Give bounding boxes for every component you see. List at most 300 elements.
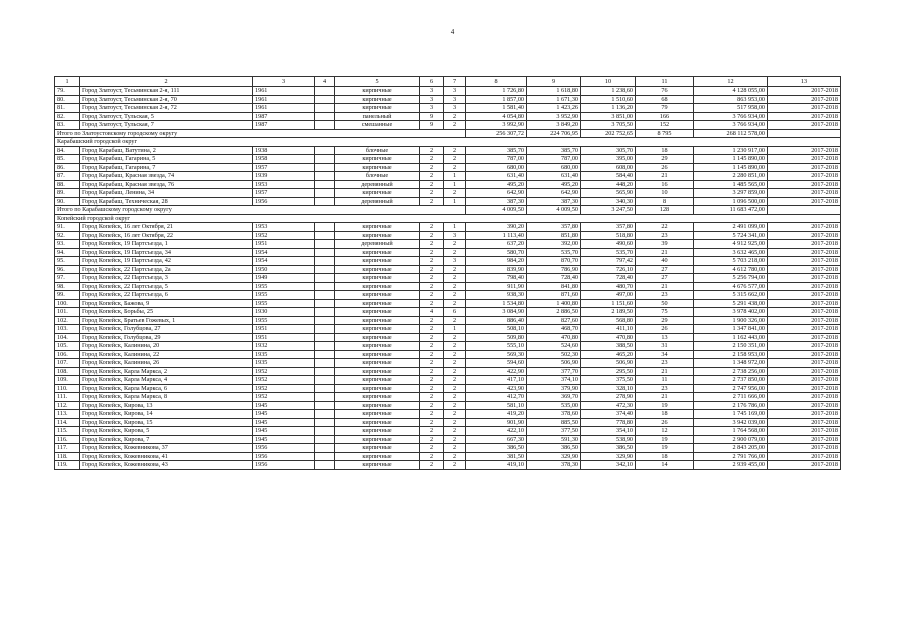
table-cell: кирпичные [335,223,420,232]
table-cell: 1961 [253,104,315,113]
table-cell: 726,10 [581,265,636,274]
table-cell: 111. [55,393,80,402]
table-cell: 91. [55,223,80,232]
table-cell: 2017-2018 [768,427,841,436]
table-cell: 680,00 [527,163,581,172]
table-cell: 1952 [253,393,315,402]
table-cell: 584,40 [581,172,636,181]
table-cell: 2 [444,427,466,436]
table-cell: 2017-2018 [768,393,841,402]
table-cell: 1987 [253,112,315,121]
table-cell: 110. [55,384,80,393]
column-number-cell: 1 [55,77,80,87]
table-cell: 3 978 402,00 [694,308,768,317]
table-row [55,146,841,155]
table-row [55,95,841,104]
table-cell: кирпичные [335,265,420,274]
table-cell: 2 [420,444,444,453]
table-cell [315,189,335,198]
table-cell: 354,10 [581,427,636,436]
table-cell [315,359,335,368]
table-cell: кирпичные [335,376,420,385]
table-cell: 1 162 443,00 [694,333,768,342]
table-cell: 3 [444,95,466,104]
table-cell: 2 [444,316,466,325]
table-cell: 5 703 218,00 [694,257,768,266]
table-cell: 2017-2018 [768,325,841,334]
table-cell: 101. [55,308,80,317]
table-cell: 798,40 [466,274,527,283]
table-cell: 108. [55,367,80,376]
table-row [55,350,841,359]
table-cell: 2 [420,325,444,334]
table-cell: 2 [420,146,444,155]
table-cell [315,393,335,402]
table-cell: 2 [444,282,466,291]
table-cell: 2017-2018 [768,410,841,419]
table-cell: 1956 [253,197,315,206]
table-cell: кирпичные [335,418,420,427]
table-cell: 1 151,60 [581,299,636,308]
table-cell: 2 [444,461,466,470]
table-cell: 1951 [253,333,315,342]
table-row [55,112,841,121]
table-cell: 90. [55,197,80,206]
table-cell: 2017-2018 [768,384,841,393]
table-cell: 395,00 [581,155,636,164]
table-cell: 517 958,00 [694,104,768,113]
table-cell: 80. [55,95,80,104]
table-cell: 21 [636,248,694,257]
table-cell: 109. [55,376,80,385]
table-cell: 114. [55,418,80,427]
table-cell: 4 912 925,00 [694,240,768,249]
table-cell: 2017-2018 [768,333,841,342]
table-cell: Город Копейск, Кожевникова, 43 [80,461,253,470]
table-cell [315,112,335,121]
table-cell: 1 764 568,00 [694,427,768,436]
table-cell: 305,70 [581,146,636,155]
table-cell: 386,50 [581,444,636,453]
section-header-row [55,214,841,223]
table-cell: 2017-2018 [768,180,841,189]
table-cell: 412,70 [466,393,527,402]
subtotal-cell: 8 795 [636,129,694,138]
table-row [55,376,841,385]
table-cell: 2 [444,410,466,419]
table-row [55,282,841,291]
table-cell: 378,30 [527,461,581,470]
table-cell: 378,60 [527,410,581,419]
table-row [55,163,841,172]
table-cell: 885,50 [527,418,581,427]
table-cell: 2017-2018 [768,350,841,359]
table-cell: 1958 [253,155,315,164]
table-cell: 87. [55,172,80,181]
table-cell: 1 145 890,00 [694,155,768,164]
table-cell: 23 [636,359,694,368]
table-cell: 113. [55,410,80,419]
table-cell [315,257,335,266]
column-number-cell: 5 [335,77,420,87]
table-cell: Город Копейск, Карла Маркса, 8 [80,393,253,402]
table-cell: 411,10 [581,325,636,334]
table-cell: 2 [420,265,444,274]
table-row [55,172,841,181]
table-cell: 84. [55,146,80,155]
table-cell: 5 724 341,00 [694,231,768,240]
table-cell: 1932 [253,342,315,351]
table-cell: 2 [444,291,466,300]
table-cell: 472,30 [581,401,636,410]
table-cell: 827,60 [527,316,581,325]
table-cell: кирпичные [335,435,420,444]
table-cell: 2 [444,452,466,461]
table-cell: 3 851,00 [581,112,636,121]
table-cell: 2017-2018 [768,316,841,325]
table-cell: 1 534,80 [466,299,527,308]
table-cell: смешанные [335,121,420,130]
table-cell: блочные [335,146,420,155]
table-cell: 1956 [253,444,315,453]
table-cell: 1 671,30 [527,95,581,104]
table-cell: Город Копейск, Кирова, 13 [80,401,253,410]
table-cell: Город Копейск, 19 Партсъезда, 34 [80,248,253,257]
table-row [55,189,841,198]
column-number-cell: 8 [466,77,527,87]
table-cell: 19 [636,401,694,410]
table-cell: 2 [420,291,444,300]
table-cell: 34 [636,350,694,359]
table-cell: 3 084,90 [466,308,527,317]
table-cell [315,325,335,334]
table-cell: деревянный [335,180,420,189]
table-cell: 1 096 500,00 [694,197,768,206]
table-cell: 480,70 [581,282,636,291]
table-cell: 9 [420,121,444,130]
table-cell: кирпичные [335,189,420,198]
table-cell: 1938 [253,146,315,155]
table-cell: Город Карабаш, Гагарина, 5 [80,155,253,164]
table-cell: 2 738 256,00 [694,367,768,376]
table-cell: 470,80 [581,333,636,342]
table-cell: 2 [444,393,466,402]
table-row [55,427,841,436]
table-cell: 2017-2018 [768,197,841,206]
column-number-cell: 7 [444,77,466,87]
table-cell: 76 [636,87,694,96]
table-cell: 2017-2018 [768,231,841,240]
table-cell: 2017-2018 [768,418,841,427]
table-cell: Город Копейск, Борьбы, 25 [80,308,253,317]
table-cell: 2 [444,367,466,376]
table-cell: 508,10 [466,325,527,334]
table-cell: 2 737 850,00 [694,376,768,385]
subtotal-cell [768,206,841,215]
table-cell: 1945 [253,418,315,427]
table-cell: 3 [444,257,466,266]
table-cell: 1 113,40 [466,231,527,240]
table-cell: 1952 [253,367,315,376]
table-cell: 1956 [253,452,315,461]
table-cell: 1961 [253,87,315,96]
table-cell: 2 [444,359,466,368]
table-row [55,308,841,317]
column-number-cell: 3 [253,77,315,87]
table-cell: Город Копейск, Калинина, 20 [80,342,253,351]
table-cell: 1955 [253,299,315,308]
table-cell: 2 [420,257,444,266]
table-cell: 2017-2018 [768,223,841,232]
column-number-cell: 13 [768,77,841,87]
table-cell: 419,20 [466,410,527,419]
table-cell: 2017-2018 [768,121,841,130]
table-cell: 104. [55,333,80,342]
table-cell: 2 [420,452,444,461]
table-cell: 381,50 [466,452,527,461]
table-row [55,197,841,206]
table-cell: 82. [55,112,80,121]
table-cell: кирпичные [335,359,420,368]
table-cell: 1 238,60 [581,87,636,96]
table-cell: 1 [444,223,466,232]
table-cell [315,401,335,410]
table-cell: 2 747 956,00 [694,384,768,393]
table-cell: блочные [335,172,420,181]
table-cell: 5 315 662,00 [694,291,768,300]
table-cell: 118. [55,452,80,461]
table-cell: 911,90 [466,282,527,291]
table-cell: 2 [444,435,466,444]
table-cell: 340,30 [581,197,636,206]
table-cell: 386,50 [466,444,527,453]
table-cell: 2017-2018 [768,240,841,249]
table-cell: 3 [420,87,444,96]
table-cell: 2 [444,376,466,385]
table-cell: 448,20 [581,180,636,189]
table-cell: 95. [55,257,80,266]
table-cell: 6 [444,308,466,317]
table-cell: 75 [636,308,694,317]
table-cell: 2017-2018 [768,401,841,410]
table-cell: 2 939 455,00 [694,461,768,470]
table-cell: 4 [420,308,444,317]
table-cell: кирпичные [335,461,420,470]
table-cell [315,342,335,351]
table-cell: 841,80 [527,282,581,291]
table-cell: кирпичные [335,342,420,351]
table-cell: кирпичные [335,248,420,257]
table-cell: 2 [420,384,444,393]
table-cell: 1 618,80 [527,87,581,96]
column-number-cell: 4 [315,77,335,87]
table-cell: 3 [420,104,444,113]
subtotal-cell: 3 247,50 [581,206,636,215]
table-cell: 112. [55,401,80,410]
table-cell: 518,80 [581,231,636,240]
table-cell: Город Копейск, Карла Маркса, 6 [80,384,253,393]
table-cell [315,418,335,427]
table-cell: 506,90 [527,359,581,368]
table-cell: 357,80 [581,223,636,232]
table-cell: 728,40 [527,274,581,283]
table-cell: 1951 [253,325,315,334]
table-cell [315,248,335,257]
table-cell: Город Карабаш, Гагарина, 7 [80,163,253,172]
table-cell: 23 [636,291,694,300]
table-cell: 29 [636,316,694,325]
table-cell: кирпичные [335,393,420,402]
table-cell [315,180,335,189]
table-cell [315,155,335,164]
table-cell: 870,70 [527,257,581,266]
table-cell [315,223,335,232]
table-cell [315,376,335,385]
table-cell: 377,50 [527,427,581,436]
table-cell: 2 [420,418,444,427]
table-cell: кирпичные [335,444,420,453]
table-cell: 417,10 [466,376,527,385]
table-cell: 357,80 [527,223,581,232]
table-cell: 2 [444,146,466,155]
table-row [55,180,841,189]
table-cell [315,350,335,359]
section-title: Копейский городской округ [55,214,841,223]
table-cell: 2 [420,231,444,240]
table-cell: 2 [444,155,466,164]
table-row [55,155,841,164]
table-cell: 27 [636,274,694,283]
column-number-cell: 11 [636,77,694,87]
table-cell: 2 791 766,00 [694,452,768,461]
table-cell: 419,10 [466,461,527,470]
table-cell [315,274,335,283]
table-cell: 538,90 [581,435,636,444]
table-row [55,240,841,249]
table-cell: 581,10 [466,401,527,410]
table-cell: 93. [55,240,80,249]
table-cell: 88. [55,180,80,189]
table-cell: 2 [420,350,444,359]
subtotal-cell: 268 112 578,00 [694,129,768,138]
table-row [55,435,841,444]
table-cell: 1 [444,325,466,334]
table-cell: 379,90 [527,384,581,393]
table-cell: Город Копейск, Карла Маркса, 4 [80,376,253,385]
table-cell: 85. [55,155,80,164]
table-cell: 2017-2018 [768,146,841,155]
column-number-cell: 9 [527,77,581,87]
table-row [55,87,841,96]
table-row [55,274,841,283]
table-cell: кирпичные [335,257,420,266]
table-cell: 18 [636,452,694,461]
table-cell: 79 [636,104,694,113]
table-cell: кирпичные [335,155,420,164]
table-cell: 3 [444,87,466,96]
table-cell: 375,50 [581,376,636,385]
table-cell [315,231,335,240]
table-cell: 29 [636,155,694,164]
subtotal-cell: 224 706,95 [527,129,581,138]
table-row [55,257,841,266]
table-cell: 374,40 [581,410,636,419]
table-cell: 386,50 [527,444,581,453]
table-cell: 2 [420,367,444,376]
table-cell: 1957 [253,163,315,172]
table-cell [315,316,335,325]
subtotal-label: Итого по Златоустовскому городскому округу [55,129,466,138]
table-cell: 23 [636,231,694,240]
column-number-cell: 12 [694,77,768,87]
table-cell: 97. [55,274,80,283]
column-number-cell: 10 [581,77,636,87]
table-cell: 377,70 [527,367,581,376]
table-row [55,333,841,342]
table-cell: Город Копейск, 16 лет Октября, 22 [80,231,253,240]
table-cell: 680,00 [466,163,527,172]
table-row [55,461,841,470]
table-cell: 31 [636,342,694,351]
table-cell: 2 [420,299,444,308]
table-cell: 2 [444,299,466,308]
table-cell: 329,90 [581,452,636,461]
table-cell: 778,80 [581,418,636,427]
table-cell: 79. [55,87,80,96]
table-cell: Город Карабаш, Красная звезда, 74 [80,172,253,181]
table-cell: Город Карабаш, Красная звезда, 76 [80,180,253,189]
table-cell: 385,70 [466,146,527,155]
table-cell: Город Карабаш, Ватутина, 2 [80,146,253,155]
table-cell: 100. [55,299,80,308]
table-cell [315,121,335,130]
table-cell: 40 [636,257,694,266]
table-cell: 2 [444,444,466,453]
table-cell: 1945 [253,435,315,444]
table-cell: 13 [636,333,694,342]
table-cell: 2017-2018 [768,155,841,164]
table-cell: Город Златоуст, Тульская, 5 [80,112,253,121]
table-cell: 2 [444,189,466,198]
table-cell [315,367,335,376]
table-cell [315,461,335,470]
table-cell: кирпичные [335,274,420,283]
table-cell: 2 [420,248,444,257]
table-cell: Город Копейск, Кирова, 5 [80,427,253,436]
table-cell: 1 400,80 [527,299,581,308]
table-cell: 2017-2018 [768,444,841,453]
table-cell: 3 992,90 [466,121,527,130]
table-cell: 2017-2018 [768,299,841,308]
table-row [55,325,841,334]
table-cell: 2017-2018 [768,163,841,172]
subtotal-cell: 256 307,72 [466,129,527,138]
table-cell: Город Копейск, Карла Маркса, 2 [80,367,253,376]
table-cell: 535,70 [581,248,636,257]
table-cell: 83. [55,121,80,130]
table-cell: 3 942 039,00 [694,418,768,427]
table-cell: 591,30 [527,435,581,444]
table-cell: 608,00 [581,163,636,172]
table-row [55,393,841,402]
table-cell: 278,90 [581,393,636,402]
table-cell: 106. [55,350,80,359]
table-cell: 2 [444,384,466,393]
table-cell: кирпичные [335,104,420,113]
table-cell: 19 [636,435,694,444]
table-row [55,316,841,325]
table-cell: 2 [420,282,444,291]
